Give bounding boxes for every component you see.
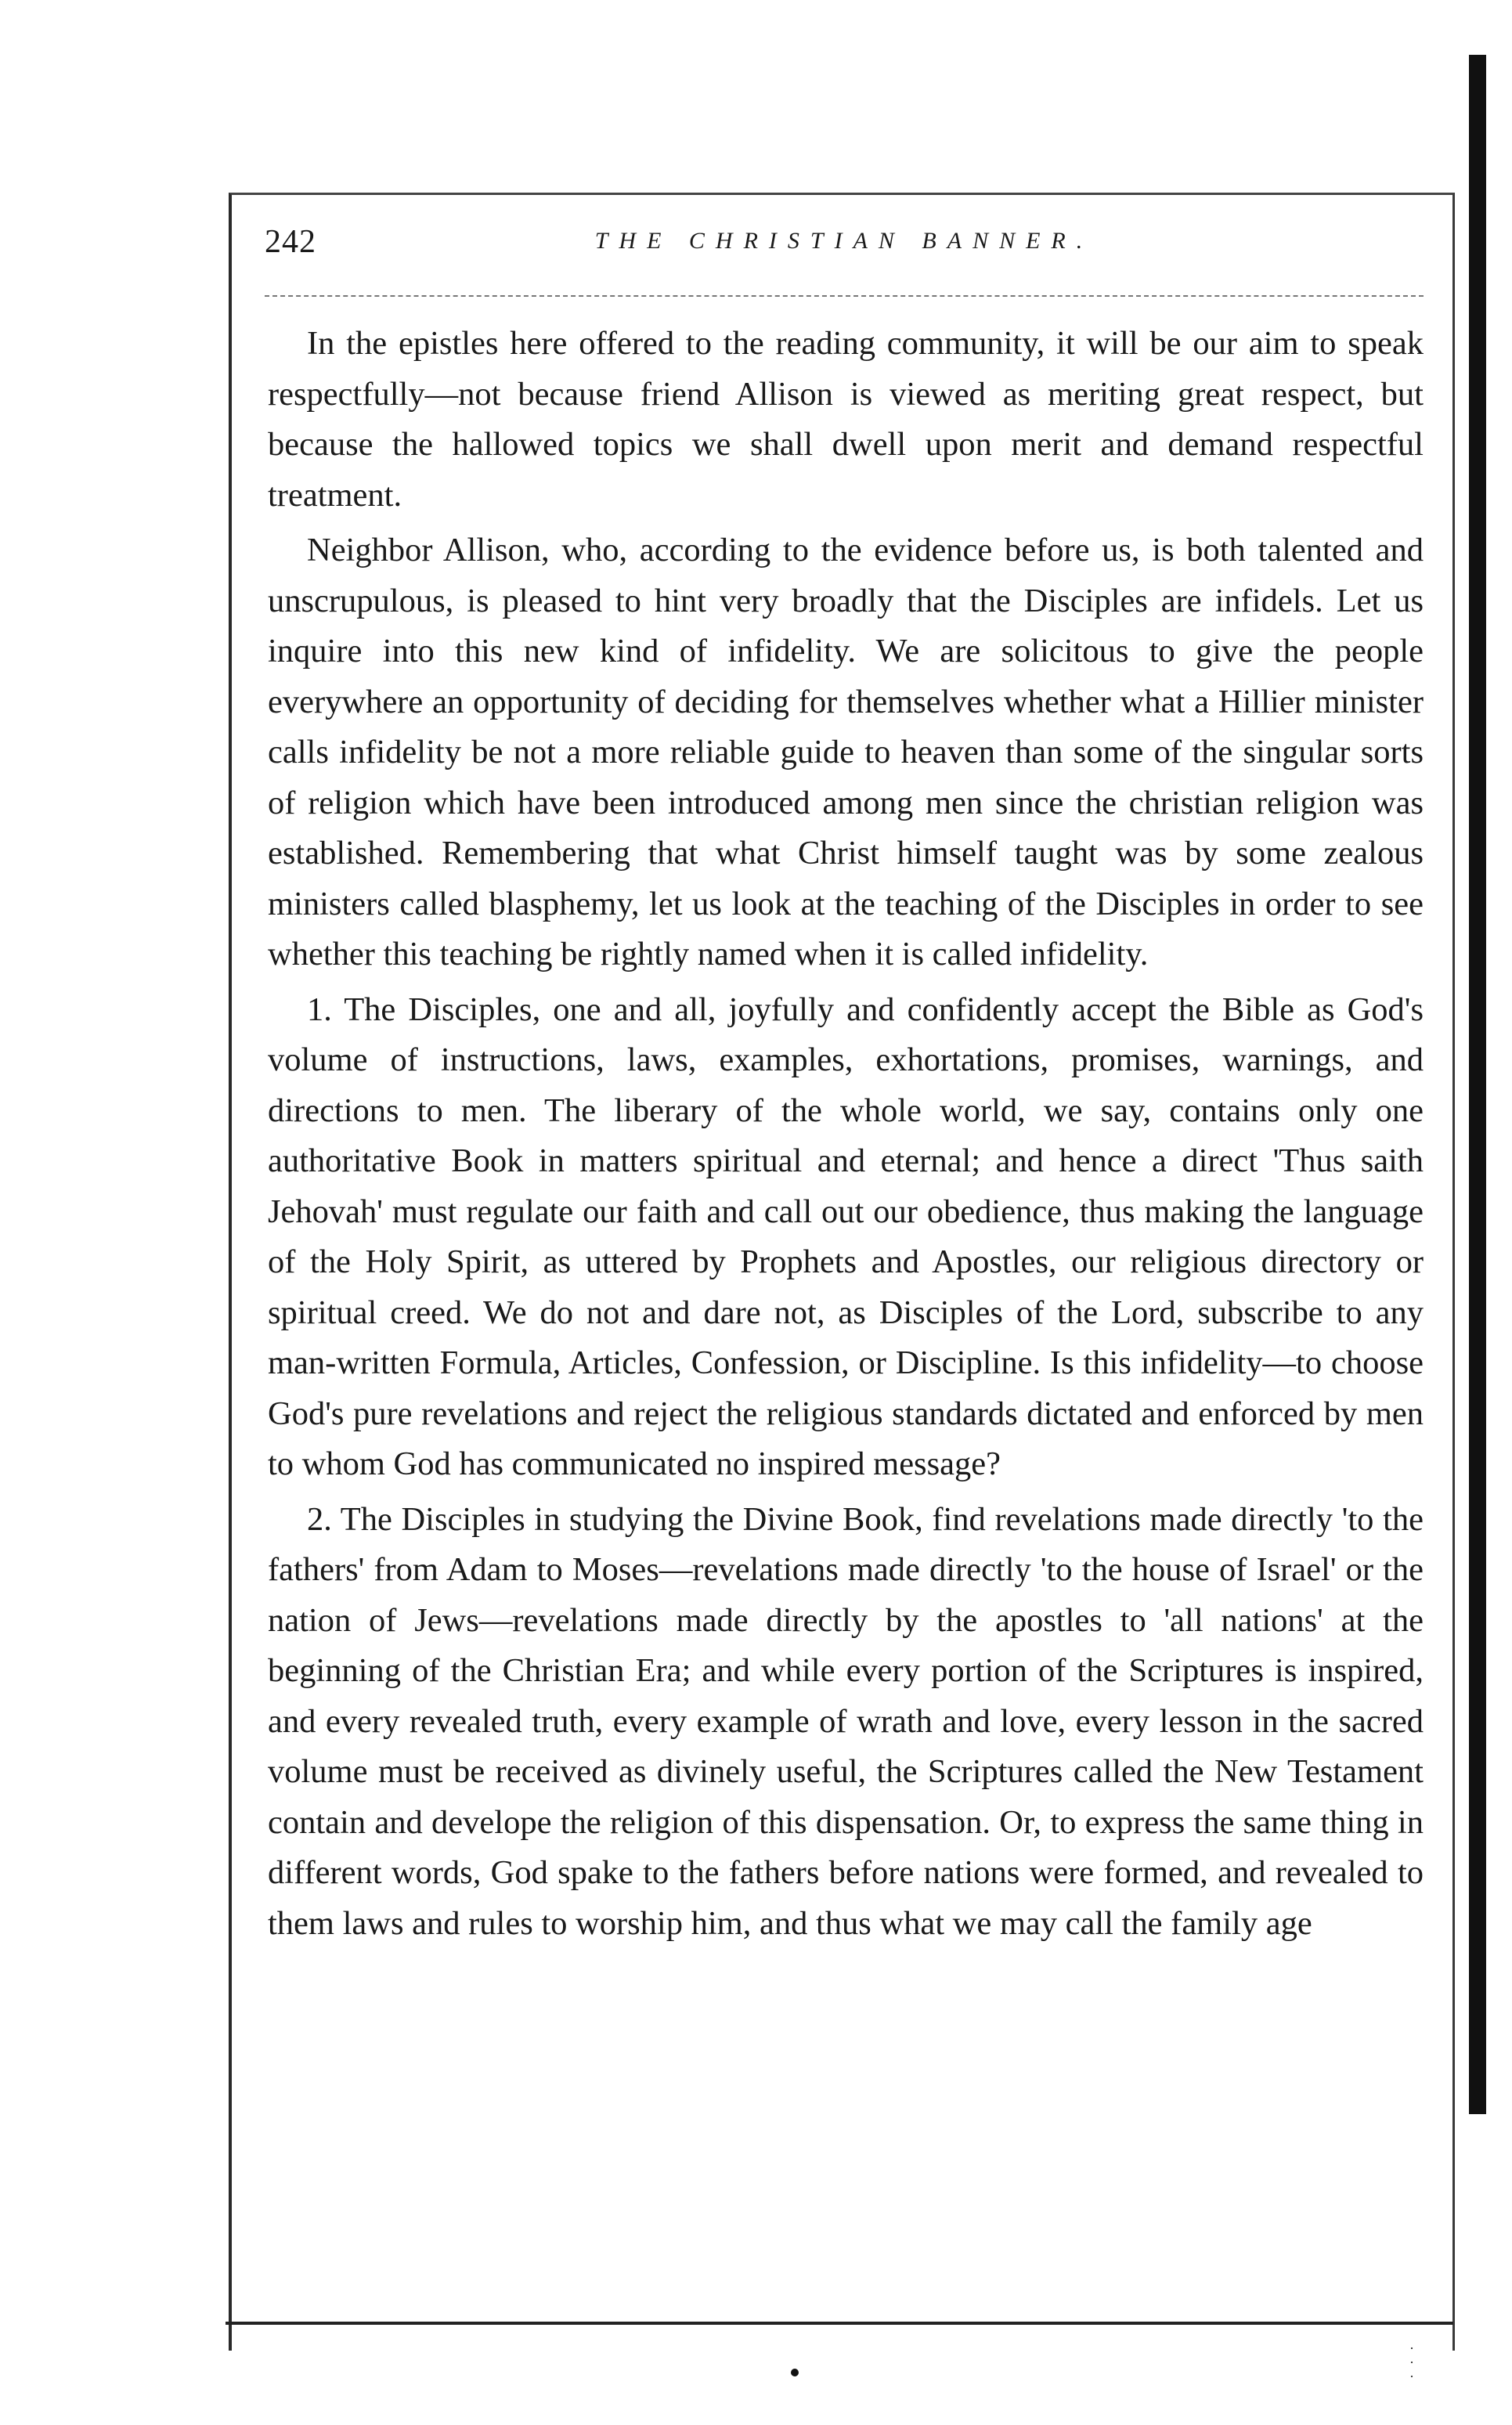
scan-edge-bar xyxy=(1469,55,1486,2114)
page-number: 242 xyxy=(265,224,316,260)
running-title: THE CHRISTIAN BANNER. xyxy=(594,228,1094,254)
page-header xyxy=(265,223,1424,270)
body-text xyxy=(268,319,1424,1954)
paragraph-point-2: 2. The Disciples in studying the Divine Book, find revelations made directly 'to the fathers' from Adam to Moses—revelations made directly 'to the house of Israel' or the nation of Jews—revelations made directly by the apostles to 'all nations' at the beginning of the Christian Era; and while every portion of the Scriptures is inspired, and every revealed truth, every example of wrath and love, every lesson in the sacred volume must be received as divinely useful, the Scriptures called the New Testament contain and develope the religion of this dispensation. Or, to express the same thing in different words, God spake to the fathers before nations were formed, and revealed to them laws and rules to worship him, and thus what we may call the family age xyxy=(268,1500,1424,1942)
scan-dot xyxy=(791,2369,799,2376)
footer-rule xyxy=(226,2322,1453,2325)
paragraph-allison: Neighbor Allison, who, according to the evidence before us, is both talented and unscrupulous, is pleased to hint very broadly that the Disciples are infidels. Let us inquire into this new kind of infidelity. We are solicitous to give the people everywhere an opportunity of deciding for themselves whether what a Hillier minister calls infidelity be not a more reliable guide to heaven than some of the singular sorts of religion which have been introduced among men since the christian religion was established. Remembering that what Christ himself taught was by some zealous ministers called blasphemy, let us look at the teaching of the Disciples in order to see whether this teaching be rightly named when it is called infidelity. xyxy=(268,532,1424,973)
book-page xyxy=(229,193,1455,2351)
paragraph-intro: In the epistles here offered to the reading community, it will be our aim to speak respectfully—not because friend Allison is viewed as meriting great respect, but because the hallowed topics we shall dwell upon merit and demand respectful treatment. xyxy=(268,325,1424,514)
paragraph-point-1: 1. The Disciples, one and all, joyfully and confidently accept the Bible as God's volume of instructions, laws, examples, exhortations, promises, warnings, and directions to men. The liberary of the whole world, we say, contains only one authoritative Book in matters spiritual and eternal; and hence a direct 'Thus saith Jehovah' must regulate our faith and call out our obedience, thus making the language of the Holy Spirit, as uttered by Prophets and Apostles, our religious directory or spiritual creed. We do not and dare not, as Disciples of the Lord, subscribe to any man-written Formula, Articles, Confession, or Discipline. Is this infidelity—to choose God's pure revelations and reject the religious standards dictated and enforced by men to whom God has communicated no inspired message? xyxy=(268,991,1424,1482)
header-rule xyxy=(265,295,1424,297)
scan-specks: · · · xyxy=(1409,2340,1414,2384)
